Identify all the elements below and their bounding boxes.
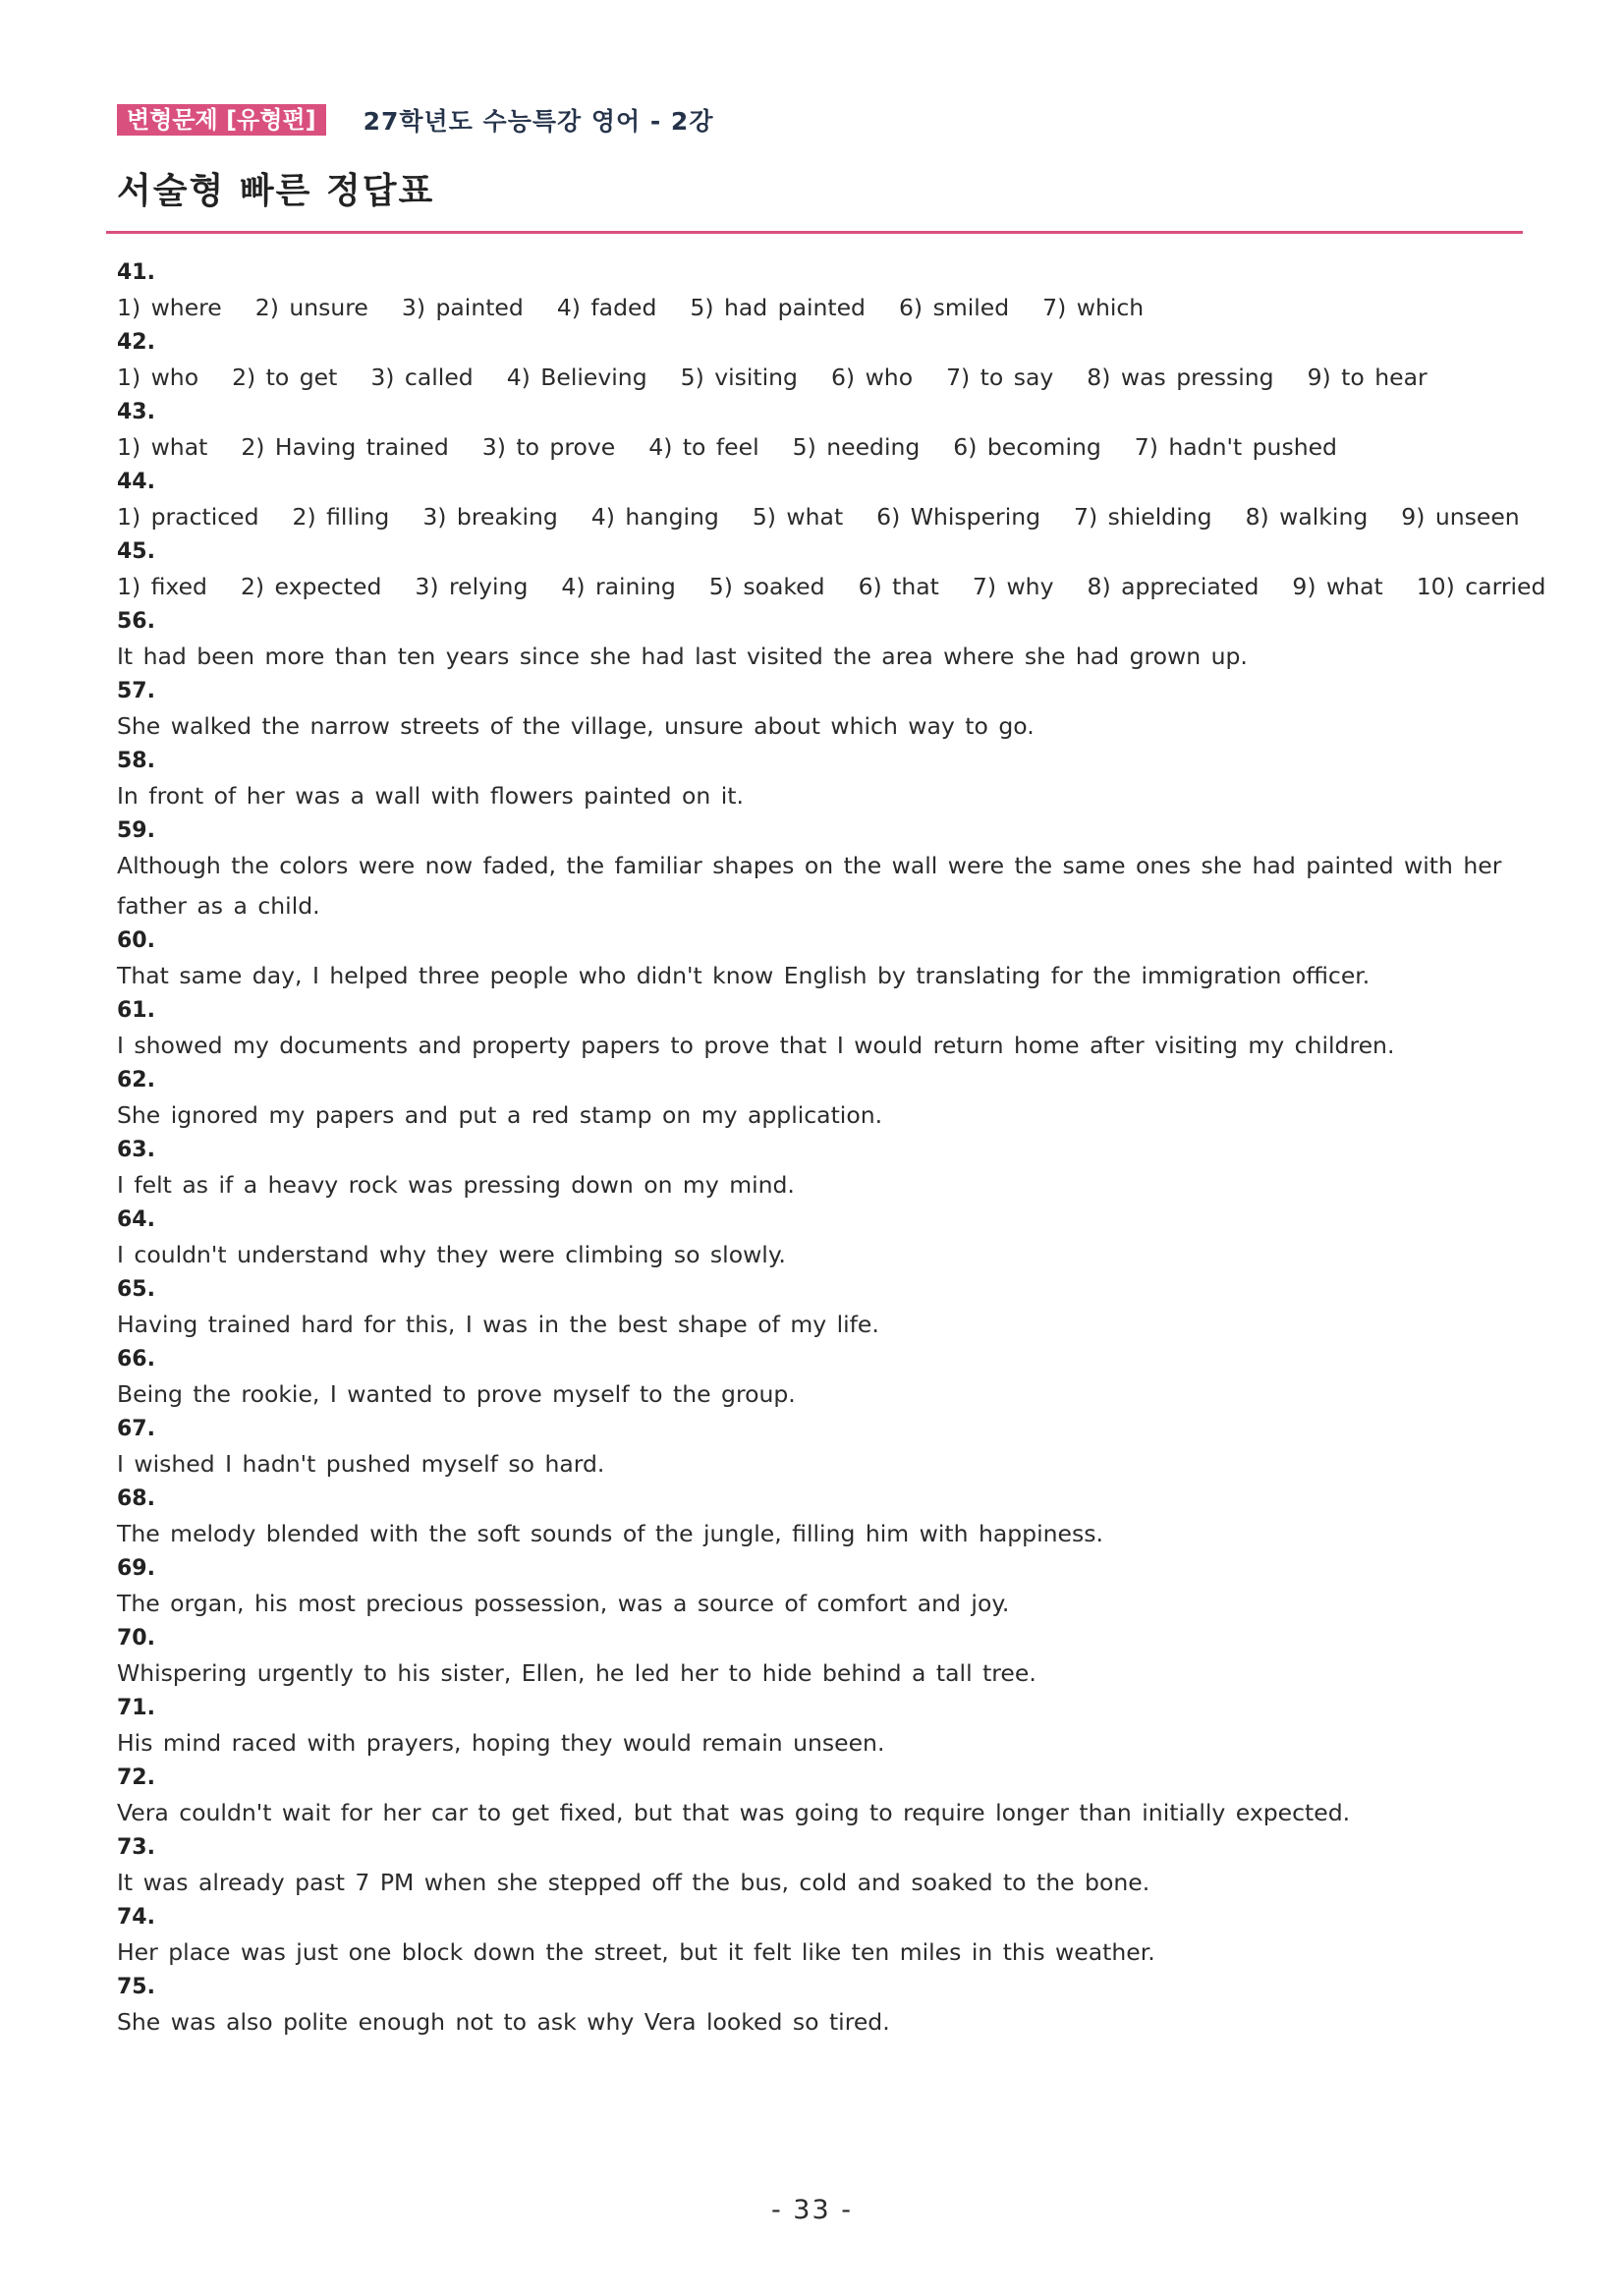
- category-tag: 변형문제 [유형편]: [117, 104, 326, 136]
- answer-sentence: The organ, his most precious possession, was a source of comfort and joy.: [117, 1590, 1010, 1617]
- question-number: 71.: [117, 1696, 155, 1720]
- answer-option: 2) unsure: [254, 294, 368, 321]
- question-number: 43.: [117, 400, 155, 424]
- answer-option: 2) to get: [232, 364, 338, 391]
- answer-sentence: She was also polite enough not to ask why Vera looked so tired.: [117, 2008, 890, 2036]
- answer-option: 1) practiced: [117, 503, 259, 531]
- answer-item: [117, 1275, 1522, 1345]
- question-number: 66.: [117, 1347, 155, 1372]
- answer-item: [117, 258, 1522, 328]
- question-number: 75.: [117, 1975, 155, 1999]
- question-number: 68.: [117, 1486, 155, 1511]
- answer-sentence: Although the colors were now faded, the familiar shapes on the wall were the same ones she had painted with her father as a child.: [117, 852, 1502, 920]
- answer-option: 3) breaking: [422, 503, 558, 531]
- page-number: - 33 -: [770, 2195, 853, 2225]
- answer-option: 2) expected: [240, 573, 382, 600]
- answer-option: 2) Having trained: [241, 433, 449, 461]
- answer-options: [117, 427, 1522, 468]
- answer-option: 3) to prove: [481, 433, 616, 461]
- answer-option: 7) which: [1042, 294, 1145, 321]
- answer-item: [117, 1624, 1522, 1694]
- answer-option: 8) walking: [1245, 503, 1369, 531]
- question-number: 41.: [117, 260, 155, 285]
- answer-option: 7) to say: [946, 364, 1054, 391]
- answer-option: 1) what: [117, 433, 208, 461]
- answer-item: [117, 607, 1522, 677]
- header-subtitle: 27학년도 수능특강 영어 - 2강: [363, 107, 714, 136]
- answer-sentence: That same day, I helped three people who didn't know English by translating for the immigration officer.: [117, 962, 1371, 989]
- answer-item: [117, 1903, 1522, 1973]
- answer-option: 6) who: [830, 364, 914, 391]
- sentence-answer-list: [117, 607, 1522, 2043]
- question-number: 45.: [117, 539, 155, 564]
- answer-option: 4) raining: [561, 573, 676, 600]
- answer-option: 1) who: [117, 364, 199, 391]
- answer-option: 5) had painted: [690, 294, 866, 321]
- answer-options: [117, 288, 1522, 328]
- answer-option: 9) unseen: [1401, 503, 1520, 531]
- question-number: 59.: [117, 818, 155, 843]
- question-number: 67.: [117, 1417, 155, 1441]
- answer-sentence: Whispering urgently to his sister, Ellen, he led her to hide behind a tall tree.: [117, 1659, 1036, 1687]
- answer-sentence: I wished I hadn't pushed myself so hard.: [117, 1450, 605, 1478]
- question-number: 64.: [117, 1207, 155, 1232]
- answer-option: 1) where: [117, 294, 222, 321]
- answer-item: [117, 1694, 1522, 1764]
- answer-option: 8) appreciated: [1087, 573, 1260, 600]
- answer-option: 7) why: [972, 573, 1054, 600]
- answer-sentence: In front of her was a wall with flowers painted on it.: [117, 782, 744, 810]
- answer-option: 3) called: [370, 364, 474, 391]
- answer-option: 3) relying: [415, 573, 529, 600]
- question-number: 57.: [117, 679, 155, 703]
- header: [117, 102, 713, 138]
- answer-item: [117, 926, 1522, 996]
- answer-sentence: She walked the narrow streets of the village, unsure about which way to go.: [117, 712, 1035, 740]
- answer-sentence: His mind raced with prayers, hoping they would remain unseen.: [117, 1729, 885, 1757]
- question-number: 74.: [117, 1905, 155, 1930]
- answer-options: [117, 358, 1522, 398]
- answer-item: [117, 747, 1522, 816]
- answer-option: 9) to hear: [1307, 364, 1428, 391]
- answer-option: 7) hadn't pushed: [1134, 433, 1337, 461]
- answer-option: 5) soaked: [708, 573, 825, 600]
- question-number: 70.: [117, 1626, 155, 1651]
- answer-sentence: Having trained hard for this, I was in the best shape of my life.: [117, 1311, 879, 1338]
- answer-option: 5) what: [752, 503, 844, 531]
- answer-item: [117, 1066, 1522, 1136]
- answer-item: [117, 1973, 1522, 2043]
- question-number: 44.: [117, 470, 155, 494]
- question-number: 69.: [117, 1556, 155, 1581]
- answer-item: [117, 537, 1546, 607]
- answer-option: 2) filling: [292, 503, 390, 531]
- answer-item: [117, 328, 1522, 398]
- answer-item: [117, 1205, 1522, 1275]
- question-number: 72.: [117, 1765, 155, 1790]
- answer-item: [117, 816, 1522, 926]
- answer-sentence: She ignored my papers and put a red stamp on my application.: [117, 1101, 883, 1129]
- answer-sentence: I couldn't understand why they were climbing so slowly.: [117, 1241, 786, 1268]
- answer-option: 4) hanging: [590, 503, 719, 531]
- answer-item: [117, 1415, 1522, 1484]
- answer-option: 4) faded: [556, 294, 657, 321]
- answer-options: [117, 497, 1522, 537]
- question-number: 63.: [117, 1138, 155, 1162]
- answer-option: 9) what: [1292, 573, 1383, 600]
- answer-sentence: It had been more than ten years since she had last visited the area where she had grown up.: [117, 643, 1248, 670]
- answer-option: 1) fixed: [117, 573, 207, 600]
- question-number: 73.: [117, 1835, 155, 1860]
- question-number: 58.: [117, 749, 155, 773]
- answer-option: 6) that: [858, 573, 939, 600]
- page-title: 서술형 빠른 정답표: [117, 171, 435, 211]
- answer-item: [117, 1345, 1522, 1415]
- answer-item: [117, 1833, 1522, 1903]
- choice-answer-list: [117, 258, 1546, 607]
- answer-option: 6) becoming: [953, 433, 1101, 461]
- answer-option: 4) to feel: [648, 433, 759, 461]
- question-number: 61.: [117, 998, 155, 1023]
- answer-item: [117, 1136, 1522, 1205]
- answer-option: 6) Whispering: [876, 503, 1041, 531]
- answer-option: 3) painted: [401, 294, 524, 321]
- answer-sentence: Vera couldn't wait for her car to get fixed, but that was going to require longer than initially expected.: [117, 1799, 1351, 1826]
- answer-sentence: It was already past 7 PM when she stepped off the bus, cold and soaked to the bone.: [117, 1869, 1150, 1896]
- answer-option: 7) shielding: [1074, 503, 1212, 531]
- answer-option: 8) was pressing: [1087, 364, 1274, 391]
- answer-item: [117, 1554, 1522, 1624]
- answer-item: [117, 1764, 1522, 1833]
- answer-item: [117, 1484, 1522, 1554]
- answer-sentence: I felt as if a heavy rock was pressing down on my mind.: [117, 1171, 795, 1199]
- answer-item: [117, 996, 1522, 1066]
- answer-option: 6) smiled: [898, 294, 1010, 321]
- question-number: 62.: [117, 1068, 155, 1092]
- answer-item: [117, 468, 1522, 537]
- answer-options: [117, 567, 1546, 607]
- answer-sentence: Being the rookie, I wanted to prove myself to the group.: [117, 1380, 796, 1408]
- answer-option: 5) visiting: [680, 364, 798, 391]
- answer-option: 4) Believing: [506, 364, 647, 391]
- title-divider: [106, 231, 1523, 234]
- question-number: 42.: [117, 330, 155, 355]
- answer-sentence: Her place was just one block down the street, but it felt like ten miles in this weather.: [117, 1938, 1155, 1966]
- question-number: 65.: [117, 1277, 155, 1302]
- question-number: 60.: [117, 928, 155, 953]
- answer-option: 10) carried: [1416, 573, 1546, 600]
- answer-option: 5) needing: [792, 433, 921, 461]
- answer-sentence: The melody blended with the soft sounds of the jungle, filling him with happiness.: [117, 1520, 1103, 1547]
- question-number: 56.: [117, 609, 155, 634]
- answer-list: [117, 258, 1546, 2043]
- answer-item: [117, 398, 1522, 468]
- answer-sentence: I showed my documents and property papers to prove that I would return home after visiting my children.: [117, 1032, 1395, 1059]
- answer-item: [117, 677, 1522, 747]
